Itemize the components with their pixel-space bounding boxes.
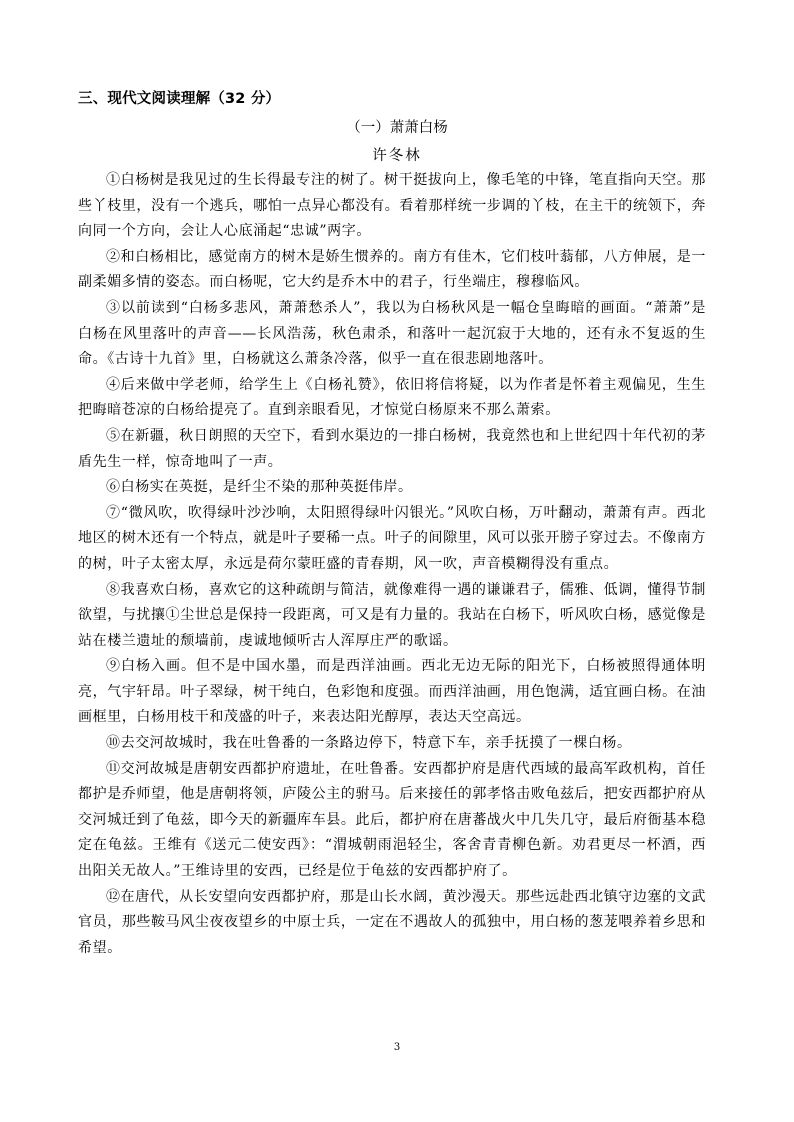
paragraph-11: ⑪交河故城是唐朝安西都护府遗址，在吐鲁番。安西都护府是唐代西域的最高军政机构，首任都护是乔师望，他是唐朝将领，庐陵公主的驸马。后来接任的郭孝恪击败龟兹后，把安西都护府从交河城迁到了龟兹，即今天的新疆库车县。此后，都护府在唐蕃战火中几失几守，最后府衙基本稳定在龟兹。王维有《送元二使安西》：“渭城朝雨浥轻尘，客舍青青柳色新。劝君更尽一杯酒，西出阳关无故人。”王维诗里的安西，已经是位于龟兹的安西都护府了。 [78,760,706,880]
paragraph-6: ⑥白杨实在英挺，是纤尘不染的那种英挺伟岸。 [106,479,413,496]
page-number: 3 [393,1042,401,1053]
article-title: （一）萧萧白杨 [346,120,448,136]
paragraph-7: ⑦“微风吹，吹得绿叶沙沙响，太阳照得绿叶闪银光。”风吹白杨，万叶翻动，萧萧有声。西北地区的树木还有一个特点，就是叶子要稀一点。叶子的间隙里，风可以张开膀子穿过去。不像南方的树，叶子太密太厚，永远是荷尔蒙旺盛的青春期，风一吹，声音模糊得没有重点。 [78,504,706,572]
paragraph-1: ①白杨树是我见过的生长得最专注的树了。树干挺拔向上，像毛笔的中锋，笔直指向天空。那些丫枝里，没有一个逃兵，哪怕一点异心都没有。看着那样统一步调的丫枝，在主干的统领下，奔向同一个方向，会让人心底涌起“忠诚”两字。 [78,172,706,240]
paragraph-9: ⑨白杨入画。但不是中国水墨，而是西洋油画。西北无边无际的阳光下，白杨被照得通体明亮，气宇轩昂。叶子翠绿，树干纯白，色彩饱和度强。而西洋油画，用色饱满，适宜画白杨。在油画框里，白杨用枝干和茂盛的叶子，来表达阳光醇厚，表达天空高远。 [78,658,706,726]
paragraph-10: ⑩去交河故城时，我在吐鲁番的一条路边停下，特意下车，亲手抚摸了一棵白杨。 [106,735,632,752]
paragraph-5: ⑤在新疆，秋日朗照的天空下，看到水渠边的一排白杨树，我竟然也和上世纪四十年代初的茅盾先生一样，惊奇地叫了一声。 [78,427,706,470]
paragraph-4: ④后来做中学老师，给学生上《白杨礼赞》，依旧将信将疑，以为作者是怀着主观偏见，生生把晦暗苍凉的白杨给提亮了。直到亲眼看见，才惊觉白杨原来不那么萧索。 [78,376,706,419]
paragraph-2: ②和白杨相比，感觉南方的树木是娇生惯养的。南方有佳木，它们枝叶蓊郁，八方伸展，是一副柔媚多情的姿态。而白杨呢，它大约是乔木中的君子，行坐端庄，穆穆临风。 [78,248,706,291]
paragraph-3: ③以前读到“白杨多悲风，萧萧愁杀人”，我以为白杨秋风是一幅仓皇晦暗的画面。“萧萧”是白杨在风里落叶的声音——长风浩荡，秋色肃杀，和落叶一起沉寂于大地的，还有永不复返的生命。《古诗十九首》里，白杨就这么萧条冷落，似乎一直在很悲剧地落叶。 [78,299,706,368]
paragraph-8: ⑧我喜欢白杨，喜欢它的这种疏朗与简洁，就像难得一遇的谦谦君子，儒雅、低调，懂得节制欲望，与扰攘①尘世总是保持一段距离，可又是有力量的。我站在白杨下，听风吹白杨，感觉像是站在楼兰遗址的颓墙前，虔诚地倾听古人浑厚庄严的歌谣。 [78,581,706,649]
article-body [78,168,706,961]
article-author: 许冬林 [372,148,422,164]
section-heading: 三、现代文阅读理解（32 分） [78,91,281,107]
paragraph-12: ⑫在唐代，从长安望向安西都护府，那是山长水阔，黄沙漫天。那些远赴西北镇守边塞的文武官员，那些鞍马风尘夜夜望乡的中原士兵，一定在不遇故人的孤独中，用白杨的葱茏喂养着乡思和希望。 [78,888,706,956]
